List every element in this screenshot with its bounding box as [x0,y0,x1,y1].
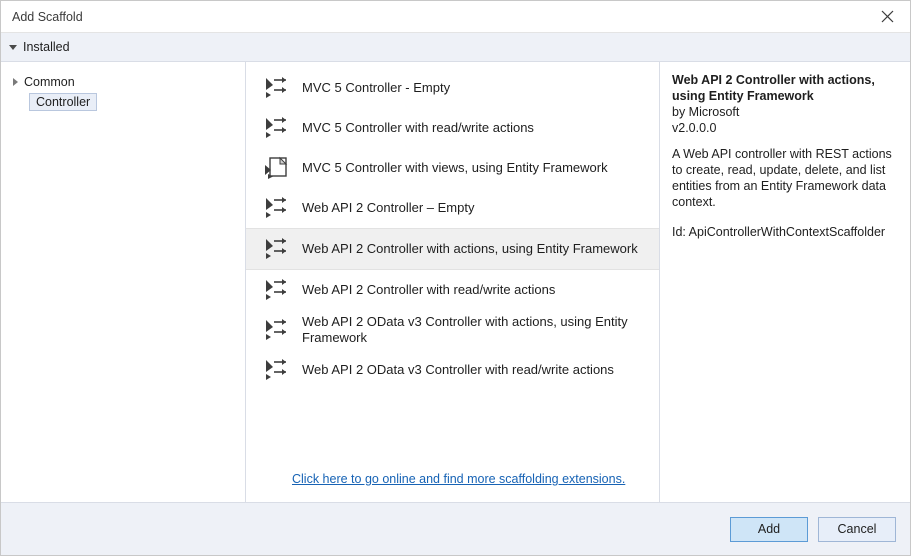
dialog-footer [1,502,910,555]
list-item[interactable] [246,270,659,310]
list-item[interactable] [246,188,659,228]
add-button[interactable]: Add [730,517,808,542]
tree-item-common[interactable] [1,72,245,92]
list-item-selected[interactable] [246,228,659,270]
scaffold-controller-icon [260,76,294,100]
list-item[interactable] [246,350,659,390]
scaffold-controller-icon [260,318,294,342]
scaffold-controller-icon [260,237,294,261]
scaffold-list [246,62,660,502]
title-bar [1,1,910,33]
list-item-label: MVC 5 Controller with views, using Entity Framework [302,160,608,175]
details-author: by Microsoft [672,105,740,119]
cancel-button[interactable]: Cancel [818,517,896,542]
details-id: Id: ApiControllerWithContextScaffolder [672,225,886,239]
tree-item-controller-label: Controller [29,93,97,111]
installed-header[interactable] [1,33,910,62]
details-title: Web API 2 Controller with actions, using Entity Framework [672,73,875,103]
tree-item-controller[interactable] [1,92,245,112]
list-item-label: Web API 2 Controller with read/write actions [302,282,556,297]
chevron-down-icon [9,45,17,50]
chevron-right-icon [13,78,18,86]
dialog-body [1,62,910,502]
category-tree [1,62,246,502]
list-item-label: MVC 5 Controller - Empty [302,80,451,95]
list-item[interactable] [246,310,659,350]
list-item-label: Web API 2 OData v3 Controller with read/write actions [302,362,614,377]
scaffold-controller-icon [260,116,294,140]
list-item[interactable] [246,68,659,108]
list-item-label: Web API 2 OData v3 Controller with actions, using Entity Framework [302,314,628,345]
list-item[interactable] [246,108,659,148]
list-item[interactable] [246,148,659,188]
scaffold-controller-views-icon [260,156,294,180]
list-item-label: Web API 2 Controller – Empty [302,200,475,215]
details-version: v2.0.0.0 [672,121,717,135]
window-title: Add Scaffold [12,9,83,24]
scaffold-controller-icon [260,278,294,302]
list-item-label: MVC 5 Controller with read/write actions [302,120,534,135]
details-pane [660,62,910,502]
installed-label: Installed [23,40,70,54]
tree-item-common-label: Common [24,75,75,89]
details-description: A Web API controller with REST actions to create, read, update, delete, and list entities from an Entity Framework data context. [672,147,892,209]
scaffold-controller-icon [260,196,294,220]
list-item-label: Web API 2 Controller with actions, using Entity Framework [302,241,638,256]
close-icon[interactable] [864,1,910,31]
more-scaffolding-extensions-link[interactable]: Click here to go online and find more scaffolding extensions. [292,472,626,486]
scaffold-controller-icon [260,358,294,382]
